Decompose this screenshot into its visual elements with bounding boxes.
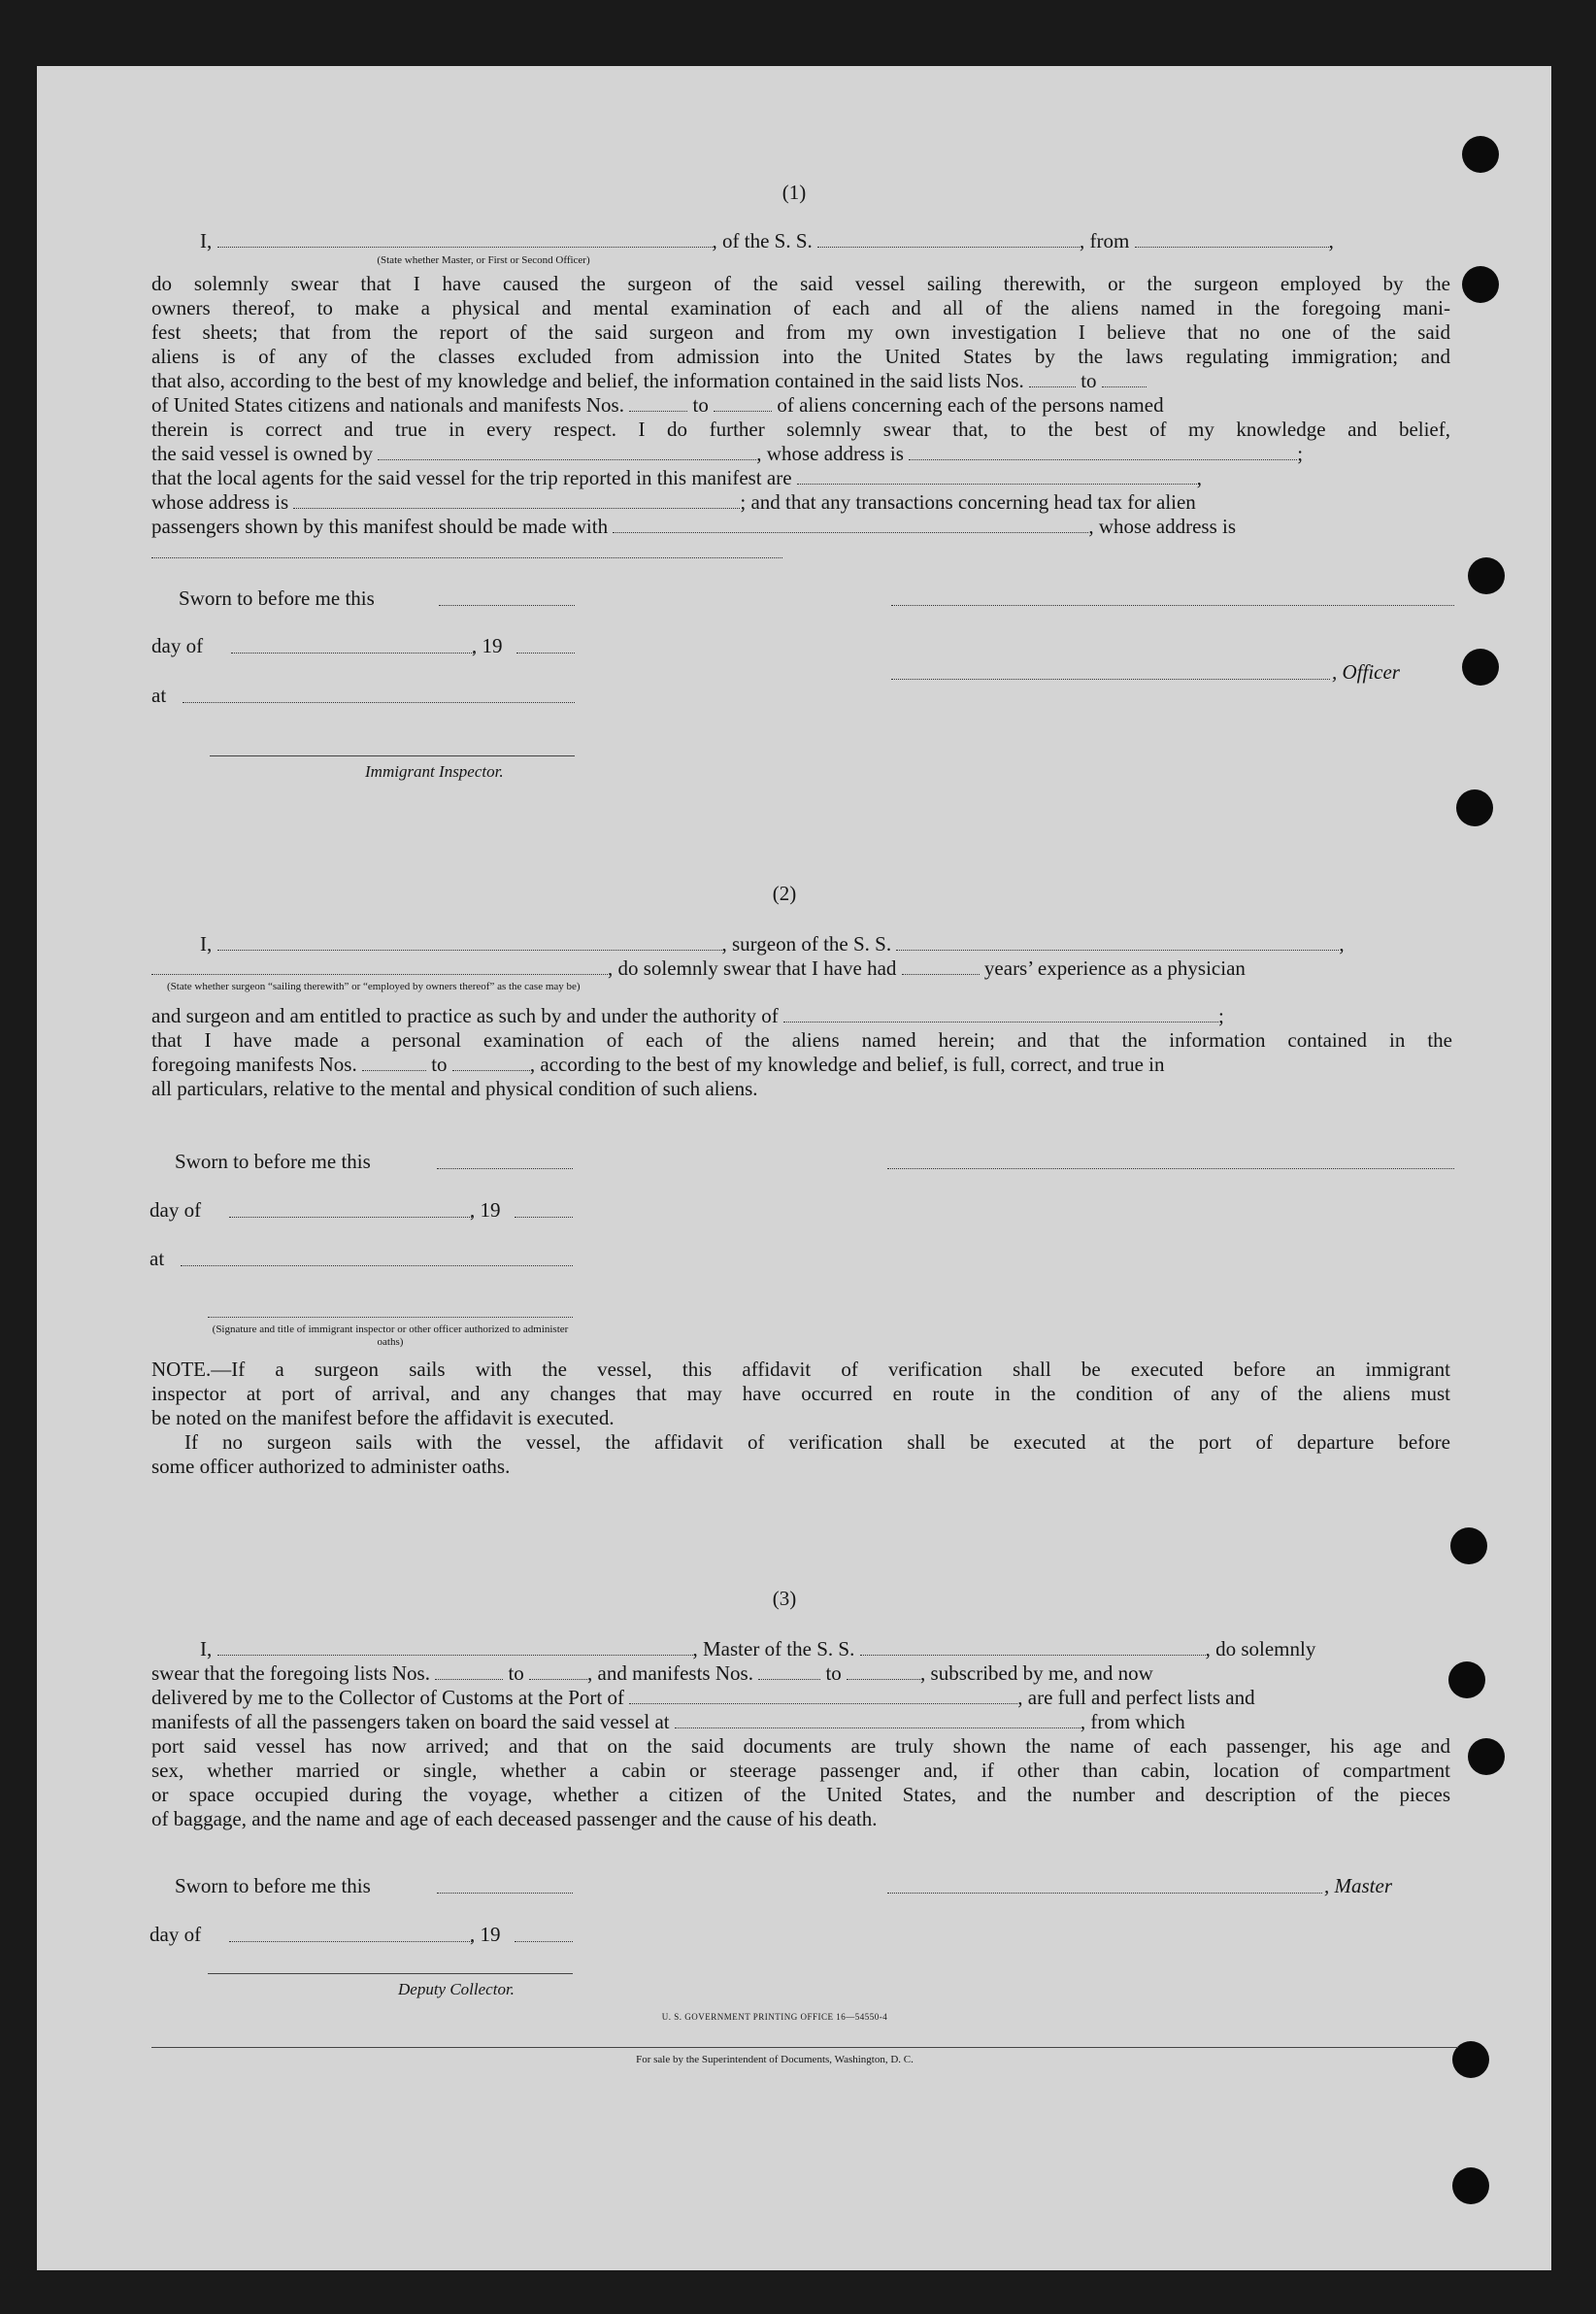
departure-port-field[interactable] (675, 1710, 1081, 1728)
at-field[interactable] (183, 702, 575, 703)
address-line[interactable] (151, 557, 782, 558)
footer-rule (151, 2047, 1458, 2048)
day-of-label: day of (150, 1923, 202, 1946)
years-field[interactable] (902, 956, 980, 975)
year-label: , 19 (472, 634, 503, 657)
section1-line1: I, , of the S. S. , from , (200, 229, 1334, 252)
vessel-field[interactable] (817, 229, 1080, 248)
note-line: If no surgeon sails with the vessel, the affidavit of verification shall be executed at the port of departure before (184, 1430, 1450, 1454)
manifest-to-field[interactable] (452, 1053, 530, 1071)
list-to-field[interactable] (529, 1661, 587, 1680)
section1-para-line: fest sheets; that from the report of the said surgeon and from my own investigation I believe that no one of the said (151, 320, 1450, 344)
headtax-field[interactable] (613, 515, 1088, 533)
at-label: at (150, 1247, 165, 1270)
manifest-from-field[interactable] (629, 393, 687, 412)
section1-line10: whose address is ; and that any transactions concerning head tax for alien (151, 490, 1196, 514)
vessel-field[interactable] (896, 932, 1339, 951)
port-field[interactable] (629, 1686, 1017, 1704)
section1-line9: that the local agents for the said vessel for the trip reported in this manifest are , (151, 466, 1203, 489)
year-label: , 19 (470, 1198, 501, 1222)
sworn-field[interactable] (439, 605, 575, 606)
owner-field[interactable] (378, 442, 756, 460)
master-label: , Master (1324, 1874, 1392, 1897)
punch-hole (1448, 1661, 1485, 1698)
surgeon-note: (State whether surgeon “sailing therewith” or “employed by owners thereof” as the case may be) (167, 981, 581, 992)
section1-para-line: owners thereof, to make a physical and mental examination of each and all of the aliens named in the foregoing mani- (151, 296, 1450, 319)
section1-line8: the said vessel is owned by , whose address is ; (151, 442, 1304, 465)
officer-field[interactable] (217, 229, 713, 248)
sworn-label: Sworn to before me this (175, 1150, 371, 1173)
printing-office-imprint: U. S. GOVERNMENT PRINTING OFFICE 16—54550-4 (661, 2012, 888, 2022)
vessel-field[interactable] (860, 1637, 1206, 1656)
punch-hole (1462, 266, 1499, 303)
agents-address-field[interactable] (293, 490, 740, 509)
agents-field[interactable] (797, 466, 1197, 485)
form-page (37, 66, 1551, 2270)
section3-line1: I, , Master of the S. S. , do solemnly (200, 1637, 1316, 1660)
manifest-to-field[interactable] (714, 393, 772, 412)
surgeon-name-field[interactable] (217, 932, 722, 951)
section1-para-line: therein is correct and true in every respect. I do further solemnly swear that, to the best of my knowledge and belief, (151, 418, 1450, 441)
sworn-field[interactable] (437, 1893, 573, 1894)
section3-para-line: of baggage, and the name and age of each deceased passenger and the cause of his death. (151, 1807, 878, 1830)
deputy-label: Deputy Collector. (398, 1980, 515, 1998)
punch-hole (1456, 789, 1493, 826)
from-field[interactable] (1135, 229, 1329, 248)
punch-hole (1462, 649, 1499, 686)
manifest-to-field[interactable] (847, 1661, 920, 1680)
section-number: (3) (772, 1587, 797, 1610)
section1-para-line: do solemnly swear that I have caused the surgeon of the said vessel sailing therewith, or the surgeon employed by the (151, 272, 1450, 295)
officer-label: , Officer (1332, 660, 1400, 684)
signature-line[interactable] (891, 605, 1454, 606)
officer-signature-line[interactable] (891, 679, 1330, 680)
manifest-from-field[interactable] (758, 1661, 820, 1680)
manifest-from-field[interactable] (362, 1053, 426, 1071)
year-field[interactable] (515, 1217, 573, 1218)
inspector-signature-line[interactable] (208, 1317, 573, 1318)
section1-line6: of United States citizens and nationals and manifests Nos. to of aliens concerning each of the persons named (151, 393, 1164, 417)
at-label: at (151, 684, 167, 707)
note-line: be noted on the manifest before the affidavit is executed. (151, 1406, 615, 1429)
day-field[interactable] (229, 1941, 472, 1942)
day-field[interactable] (229, 1217, 472, 1218)
section3-para-line: or space occupied during the voyage, whether a citizen of the United States, and the number and description of the pieces (151, 1783, 1450, 1806)
sworn-field[interactable] (437, 1168, 573, 1169)
section3-para-line: sex, whether married or single, whether a cabin or steerage passenger and, if other than cabin, location of compartment (151, 1759, 1450, 1782)
section-number: (2) (772, 882, 797, 905)
punch-hole (1462, 136, 1499, 173)
signature-note: (Signature and title of immigrant inspector or other officer authorized to administer oaths) (212, 1324, 569, 1348)
note-line: some officer authorized to administer oaths. (151, 1455, 511, 1478)
day-of-label: day of (151, 634, 204, 657)
section2-line1: I, , surgeon of the S. S. , (200, 932, 1345, 956)
punch-hole (1452, 2167, 1489, 2204)
inspector-label: Immigrant Inspector. (365, 762, 504, 781)
section3-para-line: port said vessel has now arrived; and that on the said documents are truly shown the name of each passenger, his age and (151, 1734, 1450, 1758)
deputy-signature-line[interactable] (208, 1973, 573, 1974)
master-signature-line[interactable] (887, 1893, 1322, 1894)
signature-line[interactable] (887, 1168, 1454, 1169)
section2-line5: foregoing manifests Nos. to , according to the best of my knowledge and belief, is full, correct, and true in (151, 1053, 1165, 1076)
day-of-label: day of (150, 1198, 202, 1222)
at-field[interactable] (181, 1265, 573, 1266)
inspector-signature-line[interactable] (210, 755, 575, 756)
owner-address-field[interactable] (909, 442, 1297, 460)
section2-line3: and surgeon and am entitled to practice as such by and under the authority of ; (151, 1004, 1224, 1027)
section1-line11: passengers shown by this manifest should be made with , whose address is (151, 515, 1237, 538)
year-field[interactable] (516, 653, 575, 654)
section3-line3: delivered by me to the Collector of Customs at the Port of , are full and perfect lists and (151, 1686, 1255, 1709)
authority-field[interactable] (783, 1004, 1218, 1023)
year-label: , 19 (470, 1923, 501, 1946)
day-field[interactable] (231, 653, 474, 654)
punch-hole (1450, 1527, 1487, 1564)
section1-line5: that also, according to the best of my knowledge and belief, the information contained in the said lists Nos. to (151, 369, 1147, 393)
year-field[interactable] (515, 1941, 573, 1942)
section3-line2: swear that the foregoing lists Nos. to , and manifests Nos. to , subscribed by me, and now (151, 1661, 1153, 1685)
section2-line2: , do solemnly swear that I have had years’ experience as a physician (151, 956, 1246, 981)
surgeon-status-field[interactable] (151, 956, 608, 975)
officer-note: (State whether Master, or First or Second Officer) (377, 254, 590, 266)
sale-imprint: For sale by the Superintendent of Documents, Washington, D. C. (636, 2054, 914, 2065)
list-to-field[interactable] (1102, 369, 1147, 387)
section3-line4: manifests of all the passengers taken on board the said vessel at , from which (151, 1710, 1185, 1733)
section2-line6: all particulars, relative to the mental and physical condition of such aliens. (151, 1077, 758, 1100)
section-number: (1) (781, 181, 807, 204)
punch-hole (1468, 1738, 1505, 1775)
list-from-field[interactable] (435, 1661, 503, 1680)
sworn-label: Sworn to before me this (175, 1874, 371, 1897)
section1-para-line: aliens is of any of the classes excluded from admission into the United States by the laws regulating immigration; and (151, 345, 1450, 368)
sworn-label: Sworn to before me this (179, 587, 375, 610)
section2-para-line: that I have made a personal examination of each of the aliens named herein; and that the information contained in the (151, 1028, 1452, 1052)
note-line: inspector at port of arrival, and any changes that may have occurred en route in the condition of any of the aliens must (151, 1382, 1450, 1405)
list-from-field[interactable] (1029, 369, 1076, 387)
master-name-field[interactable] (217, 1637, 693, 1656)
note-line: NOTE.—If a surgeon sails with the vessel, this affidavit of verification shall be executed before an immigrant (151, 1358, 1450, 1381)
punch-hole (1468, 557, 1505, 594)
